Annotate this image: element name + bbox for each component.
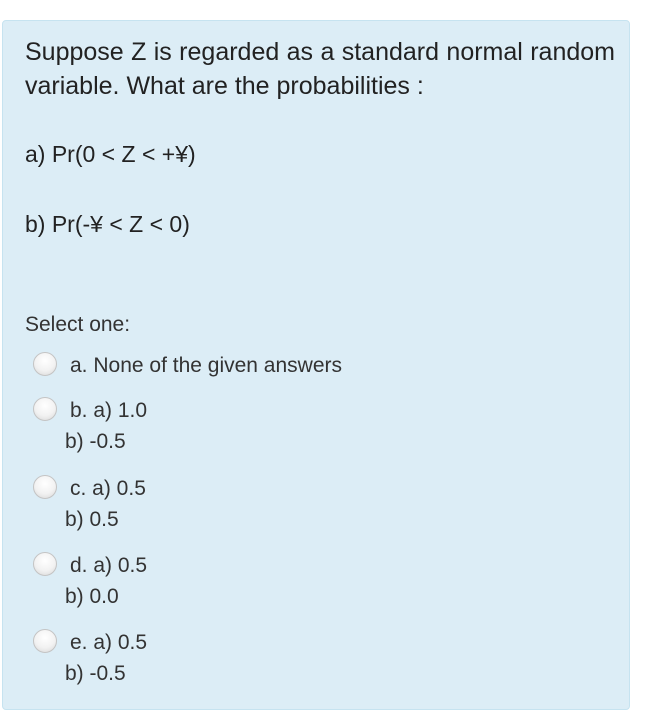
question-panel xyxy=(2,20,630,710)
answer-option-d-label: d. a) 0.5 xyxy=(70,554,148,577)
radio-button-d[interactable] xyxy=(33,552,57,576)
answer-option-e-label: e. a) 0.5 xyxy=(70,631,148,654)
radio-button-c[interactable] xyxy=(33,475,57,499)
answer-option-d-detail: b) 0.0 xyxy=(65,585,119,608)
answer-option-b-detail: b) -0.5 xyxy=(65,430,126,453)
question-part-b: b) Pr(-¥ < Z < 0) xyxy=(25,211,190,237)
question-part-a: a) Pr(0 < Z < +¥) xyxy=(25,141,196,167)
answer-option-b-label: b. a) 1.0 xyxy=(70,399,148,422)
answer-option-c-label: c. a) 0.5 xyxy=(70,477,146,500)
answer-option-a-label: a. None of the given answers xyxy=(70,354,342,377)
radio-button-e[interactable] xyxy=(33,629,57,653)
select-prompt: Select one: xyxy=(25,313,131,336)
answer-option-e-detail: b) -0.5 xyxy=(65,662,126,685)
answer-option-c-detail: b) 0.5 xyxy=(65,508,119,531)
question-text: Suppose Z is regarded as a standard normal random variable. What are the probabilities : xyxy=(25,38,615,100)
radio-button-a[interactable] xyxy=(33,352,57,376)
radio-button-b[interactable] xyxy=(33,397,57,421)
